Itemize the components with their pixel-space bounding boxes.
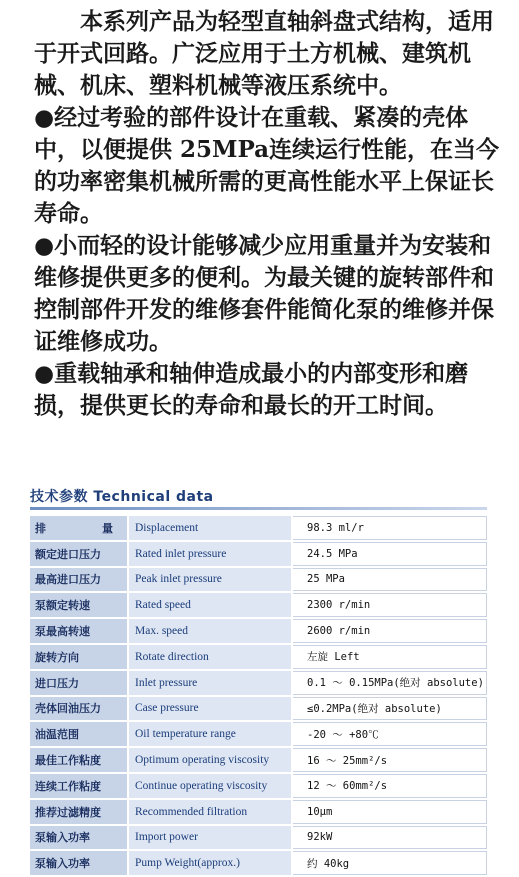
param-value: 92kW — [293, 826, 487, 850]
intro-paragraph: ●重载轴承和轴伸造成最小的内部变形和磨损，提供更长的寿命和最长的开工时间。 — [34, 360, 469, 419]
table-row — [30, 748, 487, 772]
table-row — [30, 851, 487, 875]
param-value: 2600 r/min — [293, 619, 487, 643]
param-en-label: Oil temperature range — [129, 722, 293, 746]
param-value: 约 40kg — [293, 851, 487, 875]
param-value: 25 MPa — [293, 568, 487, 592]
table-row — [30, 671, 487, 695]
param-value: 左旋 Left — [293, 645, 487, 669]
param-cn-label — [30, 516, 129, 540]
table-row — [30, 774, 487, 798]
param-cn-label: 泵额定转速 — [30, 593, 129, 617]
param-cn-label: 泵输入功率 — [30, 826, 129, 850]
param-cn-label: 最佳工作粘度 — [30, 748, 129, 772]
param-value: -20 ～ +80℃ — [293, 722, 487, 746]
param-en-label: Rated speed — [129, 593, 293, 617]
param-en-label: Inlet pressure — [129, 671, 293, 695]
param-value: 98.3 ml/r — [293, 516, 487, 540]
param-en-label: Max. speed — [129, 619, 293, 643]
param-cn-label: 最高进口压力 — [30, 568, 129, 592]
table-row — [30, 800, 487, 824]
param-en-label: Import power — [129, 826, 293, 850]
table-row — [30, 516, 487, 540]
param-value: ≤0.2MPa(绝对 absolute) — [293, 697, 487, 721]
table-row — [30, 722, 487, 746]
param-en-label: Displacement — [129, 516, 293, 540]
param-en-label: Rated inlet pressure — [129, 542, 293, 566]
param-cn-label: 泵最高转速 — [30, 619, 129, 643]
param-cn-label: 壳体回油压力 — [30, 697, 129, 721]
param-cn-label: 推荐过滤精度 — [30, 800, 129, 824]
table-row — [30, 542, 487, 566]
table-row — [30, 568, 487, 592]
param-cn-label: 旋转方向 — [30, 645, 129, 669]
table-row — [30, 826, 487, 850]
param-value: 12 ～ 60mm²/s — [293, 774, 487, 798]
param-cn-label: 泵输入功率 — [30, 851, 129, 875]
intro-paragraph: ●小而轻的设计能够减少应用重量并为安装和维修提供更多的便利。为最关键的旋转部件和控制部件开发的维修套件能简化泵的维修并保证维修成功。 — [34, 232, 494, 355]
param-value: 10μm — [293, 800, 487, 824]
param-en-label: Peak inlet pressure — [129, 568, 293, 592]
param-en-label: Recommended filtration — [129, 800, 293, 824]
param-value: 24.5 MPa — [293, 542, 487, 566]
table-row — [30, 593, 487, 617]
param-cn-label-part: 排 — [35, 521, 46, 535]
tech-data-table — [30, 514, 487, 877]
param-en-label: Case pressure — [129, 697, 293, 721]
table-row — [30, 619, 487, 643]
table-row — [30, 697, 487, 721]
param-en-label: Continue operating viscosity — [129, 774, 293, 798]
param-en-label: Pump Weight(approx.) — [129, 851, 293, 875]
title-divider — [30, 507, 487, 510]
tech-data-title: 技术参数 Technical data — [30, 489, 214, 505]
intro-paragraph: 本系列产品为轻型直轴斜盘式结构，适用于开式回路。广泛应用于土方机械、建筑机械、机床、塑料机械等液压系统中。 — [34, 8, 494, 99]
param-en-label: Optimum operating viscosity — [129, 748, 293, 772]
table-row — [30, 645, 487, 669]
param-cn-label: 额定进口压力 — [30, 542, 129, 566]
param-cn-label-part: 量 — [102, 521, 113, 535]
param-value: 16 ～ 25mm²/s — [293, 748, 487, 772]
intro-paragraph: ●经过考验的部件设计在重载、紧凑的壳体中，以便提供 25MPa连续运行性能，在当今的功率密集机械所需的更高性能水平上保证长寿命。 — [34, 104, 500, 227]
param-cn-label: 进口压力 — [30, 671, 129, 695]
param-cn-label: 油温范围 — [30, 722, 129, 746]
param-value: 2300 r/min — [293, 593, 487, 617]
param-cn-label: 连续工作粘度 — [30, 774, 129, 798]
intro-text — [34, 6, 504, 422]
param-value: 0.1 ～ 0.15MPa(绝对 absolute) — [293, 671, 487, 695]
param-en-label: Rotate direction — [129, 645, 293, 669]
